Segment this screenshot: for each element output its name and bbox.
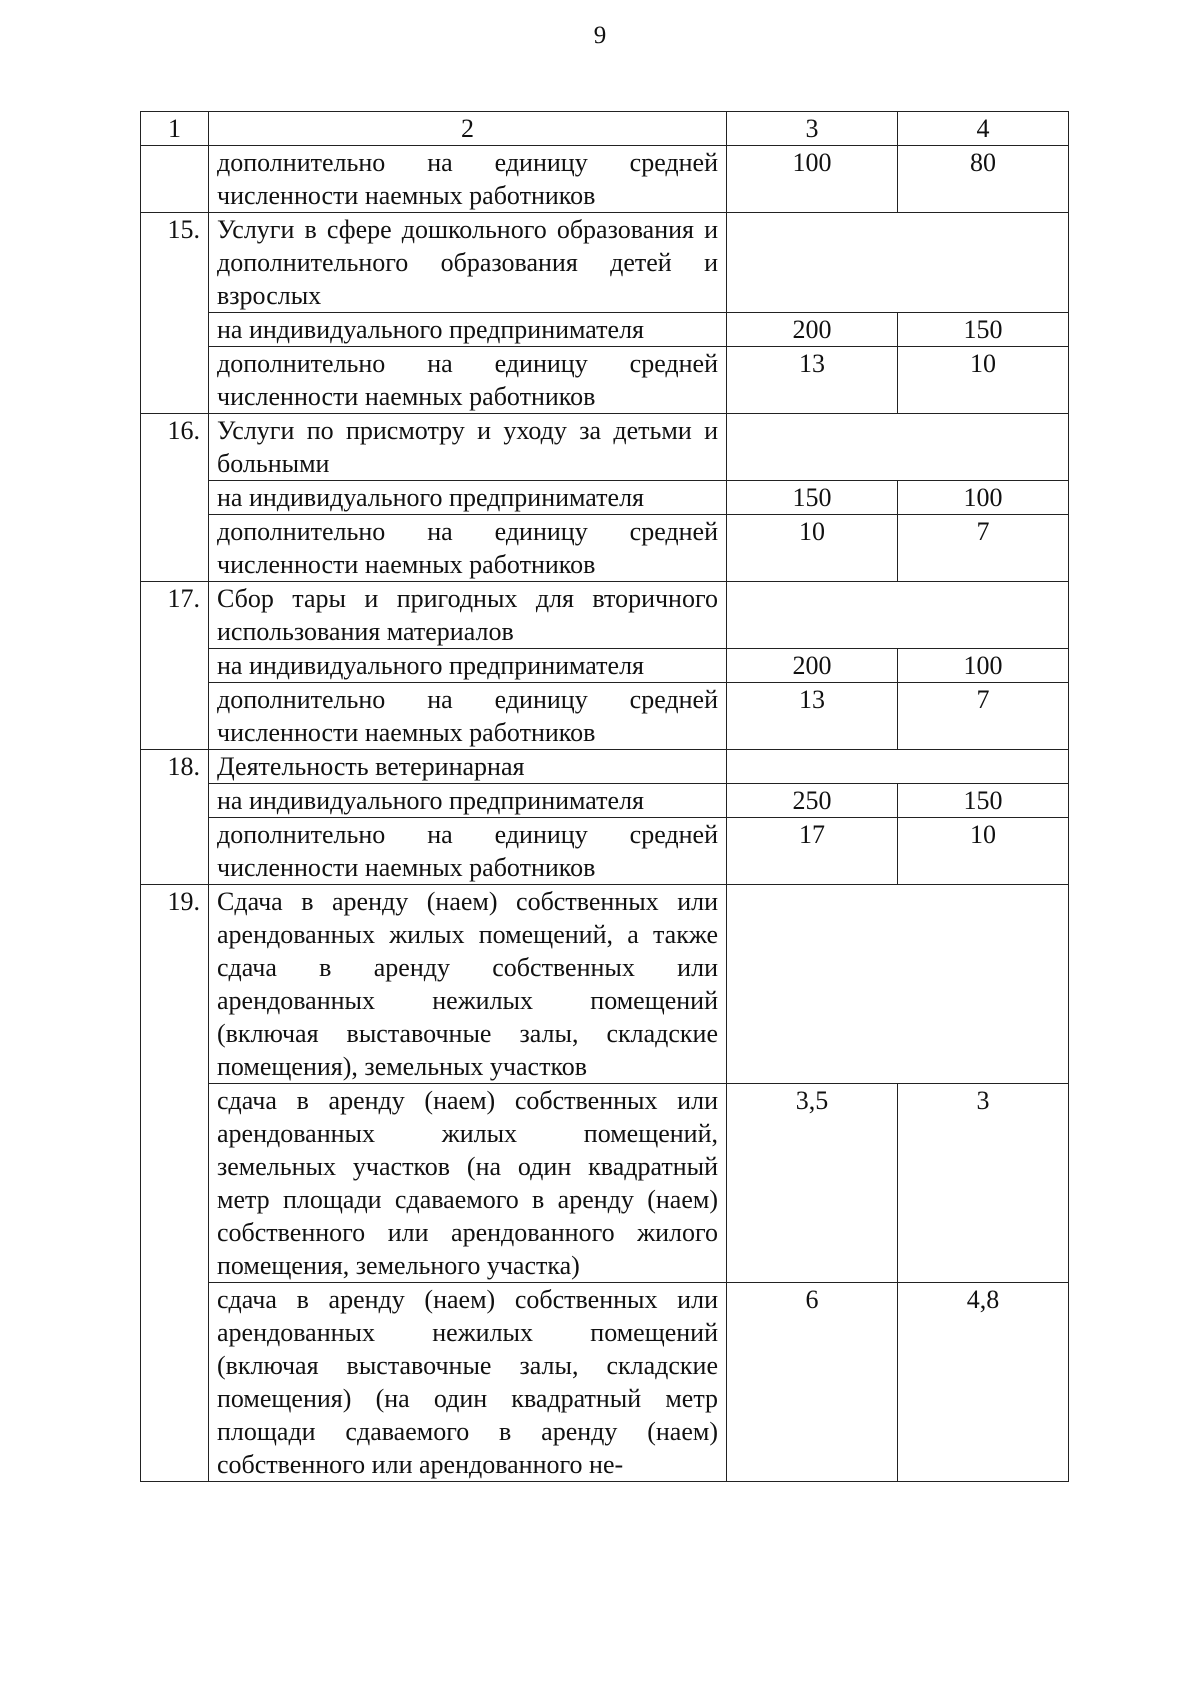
table-row (141, 582, 1069, 649)
table-row (141, 649, 1069, 683)
table-row (141, 213, 1069, 313)
value-col4: 80 (898, 146, 1069, 213)
column-header: 4 (898, 112, 1069, 146)
row-title: Деятельность ветеринарная (209, 750, 727, 784)
table-row (141, 818, 1069, 885)
row-description: дополнительно на единицу средней численности наемных работников (209, 683, 727, 750)
table-row (141, 683, 1069, 750)
value-col3: 150 (727, 481, 898, 515)
value-col4: 3 (898, 1084, 1069, 1283)
value-col4: 7 (898, 515, 1069, 582)
value-col3: 17 (727, 818, 898, 885)
empty-values-cell (727, 885, 1069, 1084)
value-col3: 6 (727, 1283, 898, 1482)
value-col3: 10 (727, 515, 898, 582)
value-col3: 200 (727, 649, 898, 683)
table-row (141, 347, 1069, 414)
value-col3: 13 (727, 347, 898, 414)
row-description: на индивидуального предпринимателя (209, 649, 727, 683)
table-row (141, 1283, 1069, 1482)
column-header: 3 (727, 112, 898, 146)
tariff-table (140, 111, 1069, 1482)
value-col3: 3,5 (727, 1084, 898, 1283)
table-row (141, 750, 1069, 784)
value-col4: 100 (898, 649, 1069, 683)
row-number: 19. (141, 885, 209, 1482)
value-col4: 150 (898, 784, 1069, 818)
row-number: 17. (141, 582, 209, 750)
table-row (141, 515, 1069, 582)
row-title: Услуги в сфере дошкольного образования и дополнительного образования детей и взрослых (209, 213, 727, 313)
row-description: дополнительно на единицу средней численности наемных работников (209, 818, 727, 885)
row-description: дополнительно на единицу средней численности наемных работников (209, 146, 727, 213)
empty-values-cell (727, 213, 1069, 313)
table-row (141, 414, 1069, 481)
row-description: дополнительно на единицу средней численности наемных работников (209, 347, 727, 414)
table-row (141, 481, 1069, 515)
row-title: Сбор тары и пригодных для вторичного использования материалов (209, 582, 727, 649)
table-row (141, 885, 1069, 1084)
value-col4: 150 (898, 313, 1069, 347)
value-col4: 4,8 (898, 1283, 1069, 1482)
table-header-row (141, 112, 1069, 146)
row-description: дополнительно на единицу средней численности наемных работников (209, 515, 727, 582)
page-number: 9 (593, 22, 607, 49)
table-row (141, 146, 1069, 213)
row-number: 16. (141, 414, 209, 582)
column-header: 1 (141, 112, 209, 146)
empty-values-cell (727, 582, 1069, 649)
table-row (141, 313, 1069, 347)
value-col3: 100 (727, 146, 898, 213)
value-col4: 7 (898, 683, 1069, 750)
value-col3: 200 (727, 313, 898, 347)
row-description: на индивидуального предпринимателя (209, 481, 727, 515)
table-row (141, 784, 1069, 818)
row-title: Услуги по присмотру и уходу за детьми и больными (209, 414, 727, 481)
row-number: 18. (141, 750, 209, 885)
row-description: на индивидуального предпринимателя (209, 313, 727, 347)
value-col4: 10 (898, 347, 1069, 414)
table-row (141, 1084, 1069, 1283)
value-col3: 250 (727, 784, 898, 818)
empty-values-cell (727, 414, 1069, 481)
row-number-cell (141, 146, 209, 213)
value-col4: 100 (898, 481, 1069, 515)
row-description: сдача в аренду (наем) собственных или арендованных жилых помещений, земельных участков (на один квадратный метр площади сдаваемого в аренду (наем) собственного или арендованного жилого помещения, земельного участка) (209, 1084, 727, 1283)
value-col4: 10 (898, 818, 1069, 885)
column-header: 2 (209, 112, 727, 146)
value-col3: 13 (727, 683, 898, 750)
row-number: 15. (141, 213, 209, 414)
row-description: на индивидуального предпринимателя (209, 784, 727, 818)
row-description: сдача в аренду (наем) собственных или арендованных нежилых помещений (включая выставочные залы, складские помещения) (на один квадратный метр площади сдаваемого в аренду (наем) собственного или арендованного не- (209, 1283, 727, 1482)
row-title: Сдача в аренду (наем) собственных или арендованных жилых помещений, а также сдача в аренду собственных или арендованных нежилых помещений (включая выставочные залы, складские помещения), земельных участков (209, 885, 727, 1084)
empty-values-cell (727, 750, 1069, 784)
